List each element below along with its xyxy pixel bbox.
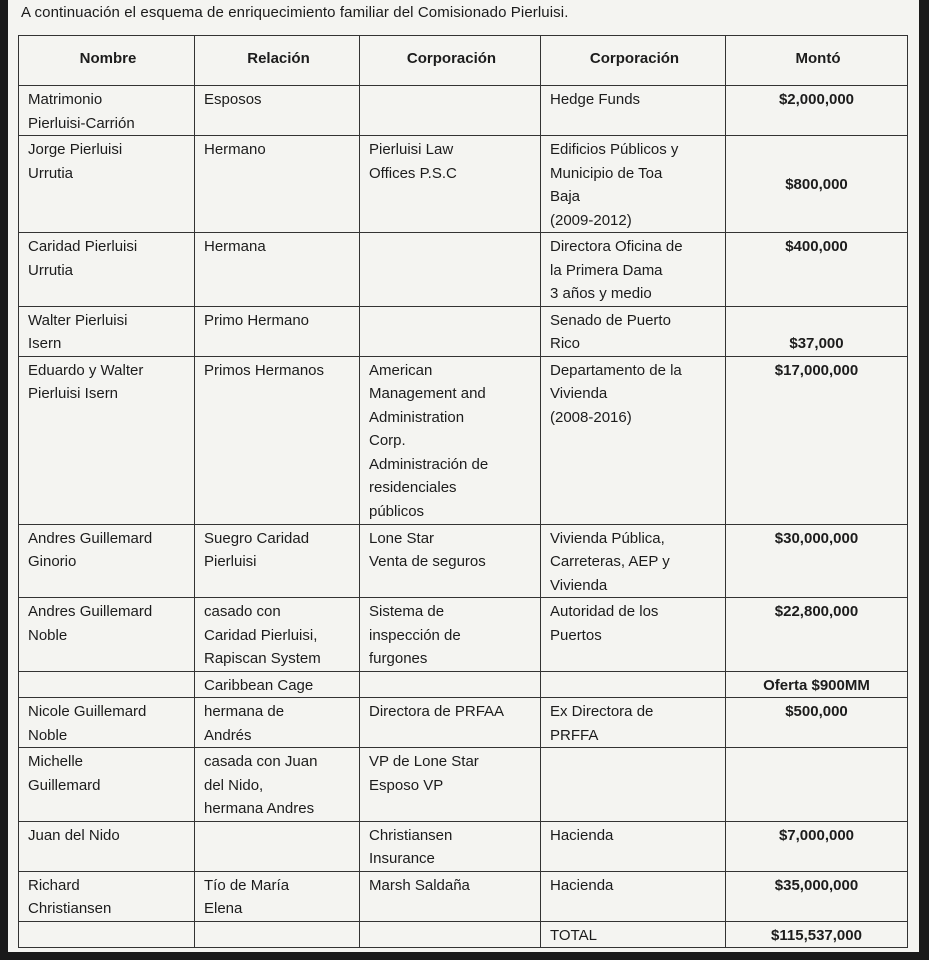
total-row: [19, 921, 908, 948]
corporacion-cell-line: Pierluisi Law: [369, 141, 454, 158]
corporacion-detail-cell: [541, 524, 726, 598]
corporacion-cell-line: furgones: [369, 650, 428, 667]
corporacion-detail-cell: [541, 233, 726, 307]
corporacion-detail-cell: [541, 671, 726, 698]
corporacion-detail-cell: [541, 306, 726, 356]
relacion-cell-line: Andrés: [204, 726, 252, 744]
corporacion-detail-cell-line: (2008-2016): [550, 408, 632, 426]
total-amount: $115,537,000: [726, 921, 908, 948]
corporacion-cell: [360, 821, 541, 871]
relacion-cell: [195, 821, 360, 871]
corporacion-cell: [360, 698, 541, 748]
relacion-cell-line: Esposos: [204, 91, 262, 108]
relacion-cell-line: Primos Hermanos: [204, 361, 325, 379]
corporacion-detail-cell-line: Ex Directora de: [550, 703, 654, 720]
header-corporacion-2: Corporación: [541, 36, 726, 86]
corporacion-detail-cell: [541, 598, 726, 672]
corporacion-detail-cell-line: Hacienda: [550, 826, 614, 844]
nombre-cell-line: Noble: [28, 726, 68, 744]
relacion-cell-line: casado con: [204, 603, 281, 620]
total-label: TOTAL: [541, 921, 726, 948]
corporacion-cell: [360, 598, 541, 672]
corporacion-detail-cell-line: Puertos: [550, 626, 602, 644]
table-row: [19, 233, 908, 307]
nombre-cell-line: Ginorio: [28, 553, 77, 570]
nombre-cell-line: Eduardo y Walter: [28, 361, 144, 379]
corporacion-detail-cell-line: Autoridad de los: [550, 603, 659, 620]
corporacion-cell-line: Directora de PRFAA: [369, 703, 505, 720]
empty-cell: [360, 921, 541, 948]
nombre-cell-line: Pierluisi Isern: [28, 385, 119, 402]
nombre-cell-line: Nicole Guillemard: [28, 703, 147, 720]
nombre-cell: [19, 356, 195, 524]
nombre-cell-line: Michelle: [28, 753, 84, 770]
nombre-cell-line: Matrimonio: [28, 91, 103, 108]
monto-cell: $2,000,000: [726, 86, 908, 136]
empty-cell: [19, 921, 195, 948]
nombre-cell: [19, 598, 195, 672]
relacion-cell-line: Hermano: [204, 141, 266, 158]
table-row: [19, 524, 908, 598]
table-row: [19, 821, 908, 871]
table-row: [19, 698, 908, 748]
corporacion-cell: [360, 671, 541, 698]
corporacion-cell-line: Lone Star: [369, 529, 435, 547]
monto-cell: $7,000,000: [726, 821, 908, 871]
relacion-cell: [195, 306, 360, 356]
corporacion-detail-cell: [541, 356, 726, 524]
corporacion-detail-cell-line: Directora Oficina de: [550, 238, 683, 255]
corporacion-cell: [360, 136, 541, 233]
corporacion-cell-line: Administración de: [369, 455, 489, 473]
nombre-cell-line: Isern: [28, 335, 62, 352]
corporacion-cell: [360, 524, 541, 598]
corporacion-detail-cell-line: (2009-2012): [550, 211, 632, 229]
table-row: [19, 86, 908, 136]
nombre-cell-line: Christiansen: [28, 900, 112, 917]
table-row: [19, 748, 908, 822]
corporacion-cell-line: Management and: [369, 385, 486, 402]
monto-cell: $37,000: [726, 306, 908, 356]
table-row: [19, 136, 908, 233]
corporacion-cell: [360, 356, 541, 524]
nombre-cell: [19, 136, 195, 233]
corporacion-cell: [360, 86, 541, 136]
corporacion-cell-line: públicos: [369, 502, 425, 520]
corporacion-detail-cell-line: PRFFA: [550, 726, 599, 744]
monto-cell: Oferta $900MM: [726, 671, 908, 698]
header-nombre: Nombre: [19, 36, 195, 86]
corporacion-detail-cell: [541, 136, 726, 233]
table-row: [19, 306, 908, 356]
relacion-cell-line: Tío de María: [204, 876, 290, 894]
relacion-cell-line: casada con Juan: [204, 753, 318, 770]
nombre-cell-line: Andres Guillemard: [28, 603, 153, 620]
monto-cell: $800,000: [726, 136, 908, 233]
header-corporacion-1: Corporación: [360, 36, 541, 86]
header-monto: Montó: [726, 36, 908, 86]
corporacion-cell-line: Insurance: [369, 850, 435, 867]
relacion-cell: [195, 136, 360, 233]
table-row: [19, 356, 908, 524]
monto-cell: $30,000,000: [726, 524, 908, 598]
monto-cell: $500,000: [726, 698, 908, 748]
nombre-cell: [19, 233, 195, 307]
relacion-cell-line: Elena: [204, 900, 243, 917]
monto-cell: $35,000,000: [726, 871, 908, 921]
relacion-cell-line: hermana de: [204, 703, 285, 720]
nombre-cell: [19, 698, 195, 748]
table-row: [19, 671, 908, 698]
nombre-cell-line: Noble: [28, 626, 68, 644]
relacion-cell: [195, 598, 360, 672]
corporacion-detail-cell-line: Baja: [550, 188, 581, 205]
relacion-cell: [195, 233, 360, 307]
nombre-cell: [19, 306, 195, 356]
relacion-cell-line: Pierluisi: [204, 553, 257, 570]
empty-cell: [195, 921, 360, 948]
corporacion-cell-line: Sistema de: [369, 603, 445, 620]
corporacion-detail-cell-line: Rico: [550, 335, 581, 352]
nombre-cell-line: Urrutia: [28, 261, 74, 279]
nombre-cell-line: Andres Guillemard: [28, 529, 153, 547]
table-header-row: [19, 36, 908, 86]
corporacion-detail-cell-line: Hacienda: [550, 876, 614, 894]
relacion-cell: [195, 748, 360, 822]
corporacion-cell-line: American: [369, 361, 433, 379]
nombre-cell: [19, 748, 195, 822]
corporacion-detail-cell-line: Vivienda: [550, 385, 608, 402]
relacion-cell-line: del Nido,: [204, 776, 264, 794]
corporacion-cell: [360, 233, 541, 307]
monto-cell: [726, 748, 908, 822]
nombre-cell-line: Urrutia: [28, 164, 74, 182]
relacion-cell: [195, 524, 360, 598]
corporacion-detail-cell-line: Vivienda: [550, 576, 608, 594]
corporacion-cell-line: Administration: [369, 408, 465, 426]
table-row: [19, 871, 908, 921]
monto-cell: $400,000: [726, 233, 908, 307]
corporacion-detail-cell: [541, 86, 726, 136]
monto-cell: $22,800,000: [726, 598, 908, 672]
corporacion-cell-line: inspección de: [369, 626, 461, 644]
corporacion-cell-line: Esposo VP: [369, 776, 444, 794]
corporacion-cell-line: Christiansen: [369, 826, 453, 844]
corporacion-detail-cell: [541, 748, 726, 822]
nombre-cell-line: Jorge Pierluisi: [28, 141, 123, 158]
relacion-cell: [195, 86, 360, 136]
nombre-cell-line: Guillemard: [28, 776, 101, 794]
nombre-cell-line: Pierluisi-Carrión: [28, 114, 135, 132]
relacion-cell-line: Caribbean Cage: [204, 676, 314, 694]
corporacion-detail-cell: [541, 698, 726, 748]
nombre-cell-line: Juan del Nido: [28, 826, 120, 844]
relacion-cell-line: hermana Andres: [204, 800, 315, 817]
relacion-cell: [195, 871, 360, 921]
relacion-cell-line: Suegro Caridad: [204, 529, 310, 547]
relacion-cell: [195, 671, 360, 698]
corporacion-detail-cell-line: 3 años y medio: [550, 285, 652, 302]
nombre-cell-line: Walter Pierluisi: [28, 311, 128, 329]
table-body: [19, 86, 908, 948]
corporacion-detail-cell-line: Edificios Públicos y: [550, 141, 679, 158]
nombre-cell: [19, 524, 195, 598]
corporacion-detail-cell: [541, 871, 726, 921]
table-row: [19, 598, 908, 672]
nombre-cell-line: Richard: [28, 876, 80, 894]
relacion-cell-line: Caridad Pierluisi,: [204, 626, 318, 644]
relacion-cell-line: Primo Hermano: [204, 311, 310, 329]
relacion-cell: [195, 698, 360, 748]
nombre-cell: [19, 671, 195, 698]
corporacion-detail-cell-line: Municipio de Toa: [550, 164, 663, 182]
corporacion-cell-line: VP de Lone Star: [369, 753, 479, 770]
relacion-cell-line: Hermana: [204, 238, 266, 255]
nombre-cell-line: Caridad Pierluisi: [28, 238, 138, 255]
corporacion-detail-cell-line: Hedge Funds: [550, 91, 641, 108]
nombre-cell: [19, 871, 195, 921]
corporacion-detail-cell-line: Vivienda Pública,: [550, 529, 665, 547]
relacion-cell-line: Rapiscan System: [204, 650, 321, 667]
corporacion-cell: [360, 748, 541, 822]
corporacion-cell-line: Corp.: [369, 432, 406, 449]
corporacion-detail-cell-line: Carreteras, AEP y: [550, 553, 670, 570]
monto-cell: $17,000,000: [726, 356, 908, 524]
corporacion-detail-cell-line: Departamento de la: [550, 361, 682, 379]
corporacion-detail-cell-line: la Primera Dama: [550, 261, 663, 279]
corporacion-cell: [360, 306, 541, 356]
document-caption: A continuación el esquema de enriquecimiento familiar del Comisionado Pierluisi.: [21, 4, 569, 21]
nombre-cell: [19, 86, 195, 136]
enrichment-table: [18, 35, 908, 948]
corporacion-cell-line: Venta de seguros: [369, 553, 486, 570]
relacion-cell: [195, 356, 360, 524]
corporacion-cell-line: Offices P.S.C: [369, 164, 457, 182]
corporacion-cell-line: residenciales: [369, 479, 457, 496]
corporacion-detail-cell: [541, 821, 726, 871]
corporacion-cell: [360, 871, 541, 921]
corporacion-detail-cell-line: Senado de Puerto: [550, 311, 671, 329]
corporacion-cell-line: Marsh Saldaña: [369, 876, 470, 894]
nombre-cell: [19, 821, 195, 871]
header-relacion: Relación: [195, 36, 360, 86]
